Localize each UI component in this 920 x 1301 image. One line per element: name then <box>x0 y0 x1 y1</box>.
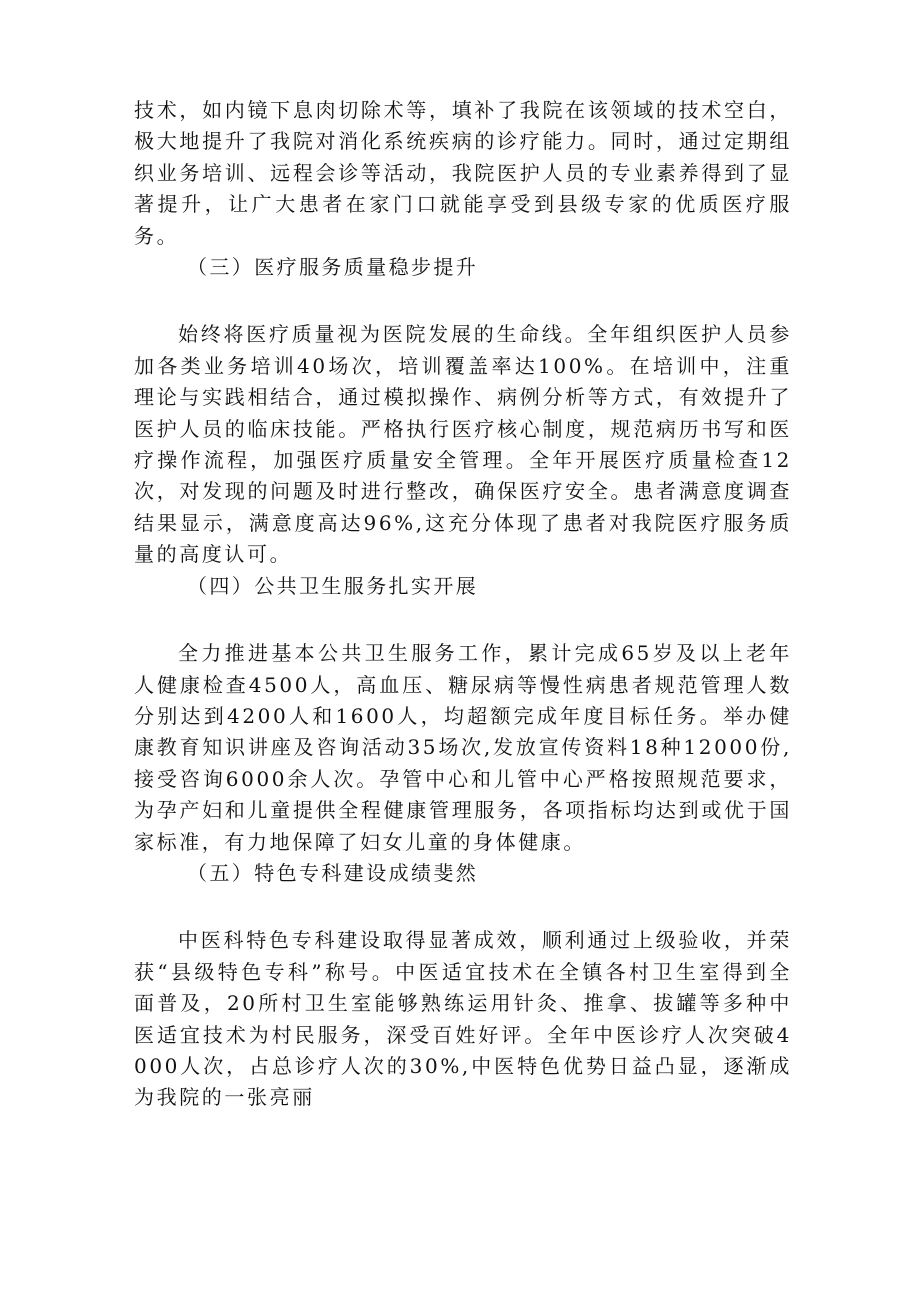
document-body <box>134 95 792 1114</box>
section-heading-4: （四）公共卫生服务扎实开展 <box>187 573 479 598</box>
spacer <box>134 889 792 925</box>
spacer <box>134 602 792 638</box>
paragraph-tcm-specialty: 中医科特色专科建设取得显著成效，顺利通过上级验收，并荣获“县级特色专科”称号。中医适宜技术在全镇各村卫生室得到全面普及，20所村卫生室能够熟练运用针灸、推拿、拔罐等多种中医适宜技术为村民服务，深受百姓好评。全年中医诊疗人次突破4000人次，占总诊疗人次的30%,中医特色优势日益凸显，逐渐成为我院的一张亮丽 <box>134 928 792 1110</box>
paragraph-tech-services: 技术，如内镜下息肉切除术等，填补了我院在该领域的技术空白，极大地提升了我院对消化系统疾病的诊疗能力。同时，通过定期组织业务培训、远程会诊等活动，我院医护人员的专业素养得到了显著提升，让广大患者在家门口就能享受到县级专家的优质医疗服务。 <box>134 98 792 248</box>
paragraph-public-health: 全力推进基本公共卫生服务工作，累计完成65岁及以上老年人健康检查4500人，高血压、糖尿病等慢性病患者规范管理人数分别达到4200人和1600人，均超额完成年度目标任务。举办健康教育知识讲座及咨询活动35场次,发放宣传资料18种12000份,接受咨询6000余人次。孕管中心和儿管中心严格按照规范要求，为孕产妇和儿童提供全程健康管理服务，各项指标均达到或优于国家标准，有力地保障了妇女儿童的身体健康。 <box>134 641 792 854</box>
spacer <box>134 283 792 319</box>
paragraph-medical-quality: 始终将医疗质量视为医院发展的生命线。全年组织医护人员参加各类业务培训40场次，培训覆盖率达100%。在培训中，注重理论与实践相结合，通过模拟操作、病例分析等方式，有效提升了医护人员的临床技能。严格执行医疗核心制度，规范病历书写和医疗操作流程，加强医疗质量安全管理。全年开展医疗质量检查12次，对发现的问题及时进行整改，确保医疗安全。患者满意度调查结果显示，满意度高达96%,这充分体现了患者对我院医疗服务质量的高度认可。 <box>134 322 792 567</box>
section-heading-5: （五）特色专科建设成绩斐然 <box>187 860 479 885</box>
section-heading-3: （三）医疗服务质量稳步提升 <box>187 255 479 280</box>
